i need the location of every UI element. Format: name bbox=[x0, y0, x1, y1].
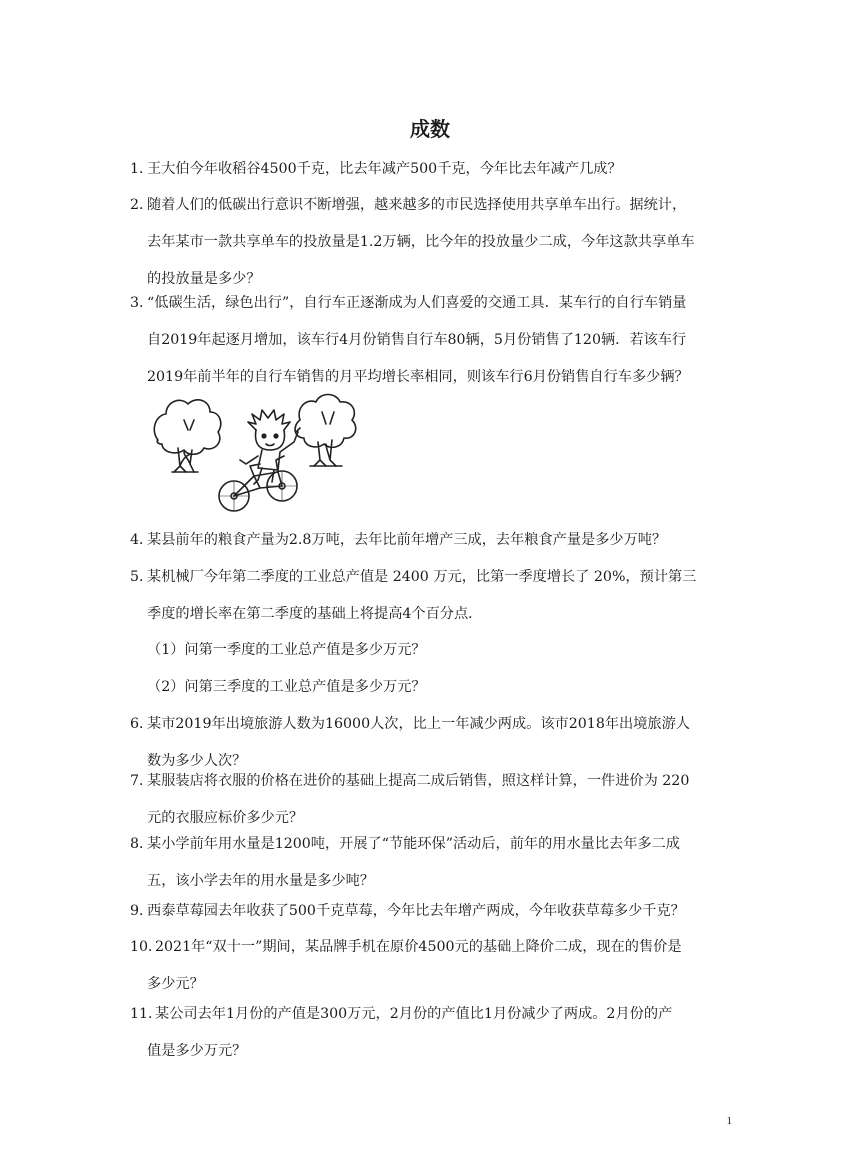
question-text: 某机械厂今年第二季度的工业总产值是 2400 万元，比第一季度增长了 20%，预计第三 bbox=[147, 569, 697, 585]
question-11 bbox=[130, 996, 740, 1070]
question-3 bbox=[130, 285, 740, 396]
boy-on-bicycle-illustration bbox=[150, 390, 375, 515]
question-text: 2021年“双十一”期间，某品牌手机在原价4500元的基础上降价二成，现在的售价是 bbox=[155, 939, 682, 955]
question-number: 7． bbox=[130, 773, 154, 789]
question-number: 5． bbox=[130, 569, 154, 585]
question-text: 五，该小学去年的用水量是多少吨？ bbox=[147, 873, 375, 889]
question-text: 自2019年起逐月增加，该车行4月份销售自行车80辆，5月份销售了120辆．若该车行 bbox=[147, 332, 687, 348]
page-title: 成数 bbox=[410, 117, 450, 141]
question-text: 某市2019年出境旅游人数为16000人次，比上一年减少两成。该市2018年出境旅游人 bbox=[147, 716, 690, 732]
tree-right-icon bbox=[295, 395, 356, 467]
question-text: 某公司去年1月份的产值是300万元，2月份的产值比1月份减少了两成。2月份的产 bbox=[155, 1006, 673, 1022]
question-text: 西泰草莓园去年收获了500千克草莓，今年比去年增产两成，今年收获草莓多少千克？ bbox=[147, 903, 685, 919]
question-number: 1． bbox=[130, 161, 154, 177]
question-number: 8． bbox=[130, 836, 154, 852]
question-text: 多少元？ bbox=[147, 976, 204, 992]
bicycle-icon bbox=[219, 456, 297, 511]
question-9 bbox=[130, 893, 740, 930]
question-text: 某服装店将衣服的价格在进价的基础上提高二成后销售，照这样计算，一件进价为 220 bbox=[147, 773, 690, 789]
question-10 bbox=[130, 929, 740, 1003]
page-number: 1 bbox=[726, 1115, 732, 1127]
question-text: 某小学前年用水量是1200吨，开展了“节能环保”活动后，前年的用水量比去年多二成 bbox=[147, 836, 680, 852]
question-text: 季度的增长率在第二季度的基础上将提高4个百分点． bbox=[147, 606, 483, 622]
question-text: 去年某市一款共享单车的投放量是1.2万辆，比今年的投放量少二成，今年这款共享单车 bbox=[147, 234, 695, 250]
question-number: 4． bbox=[130, 532, 154, 548]
question-2 bbox=[130, 187, 740, 298]
question-number: 3． bbox=[130, 295, 154, 311]
question-number: 11． bbox=[130, 1006, 163, 1022]
subquestion-2: （2）问第三季度的工业总产值是多少万元？ bbox=[147, 679, 426, 695]
subquestion-1: （1）问第一季度的工业总产值是多少万元？ bbox=[147, 642, 426, 658]
question-number: 2． bbox=[130, 197, 154, 213]
question-text: 数为多少人次？ bbox=[147, 753, 247, 769]
question-text: 值是多少万元？ bbox=[147, 1043, 247, 1059]
question-4 bbox=[130, 522, 740, 559]
tree-left-icon bbox=[154, 400, 221, 472]
question-8 bbox=[130, 826, 740, 900]
question-text: 元的衣服应标价多少元？ bbox=[147, 810, 304, 826]
question-number: 6． bbox=[130, 716, 154, 732]
question-number: 9． bbox=[130, 903, 154, 919]
question-1 bbox=[130, 151, 740, 188]
question-text: 的投放量是多少？ bbox=[147, 271, 261, 287]
question-text: 王大伯今年收稻谷4500千克，比去年减产500千克，今年比去年减产几成？ bbox=[147, 161, 622, 177]
question-5 bbox=[130, 559, 740, 633]
question-text: 随着人们的低碳出行意识不断增强，越来越多的市民选择使用共享单车出行。据统计， bbox=[147, 197, 687, 213]
question-text: “低碳生活，绿色出行”，自行车正逐渐成为人们喜爱的交通工具．某车行的自行车销量 bbox=[147, 295, 687, 311]
question-number: 10． bbox=[130, 939, 163, 955]
question-text: 2019年前半年的自行车销售的月平均增长率相同，则该车行6月份销售自行车多少辆？ bbox=[147, 369, 689, 385]
question-text: 某县前年的粮食产量为2.8万吨，去年比前年增产三成，去年粮食产量是多少万吨？ bbox=[147, 532, 667, 548]
